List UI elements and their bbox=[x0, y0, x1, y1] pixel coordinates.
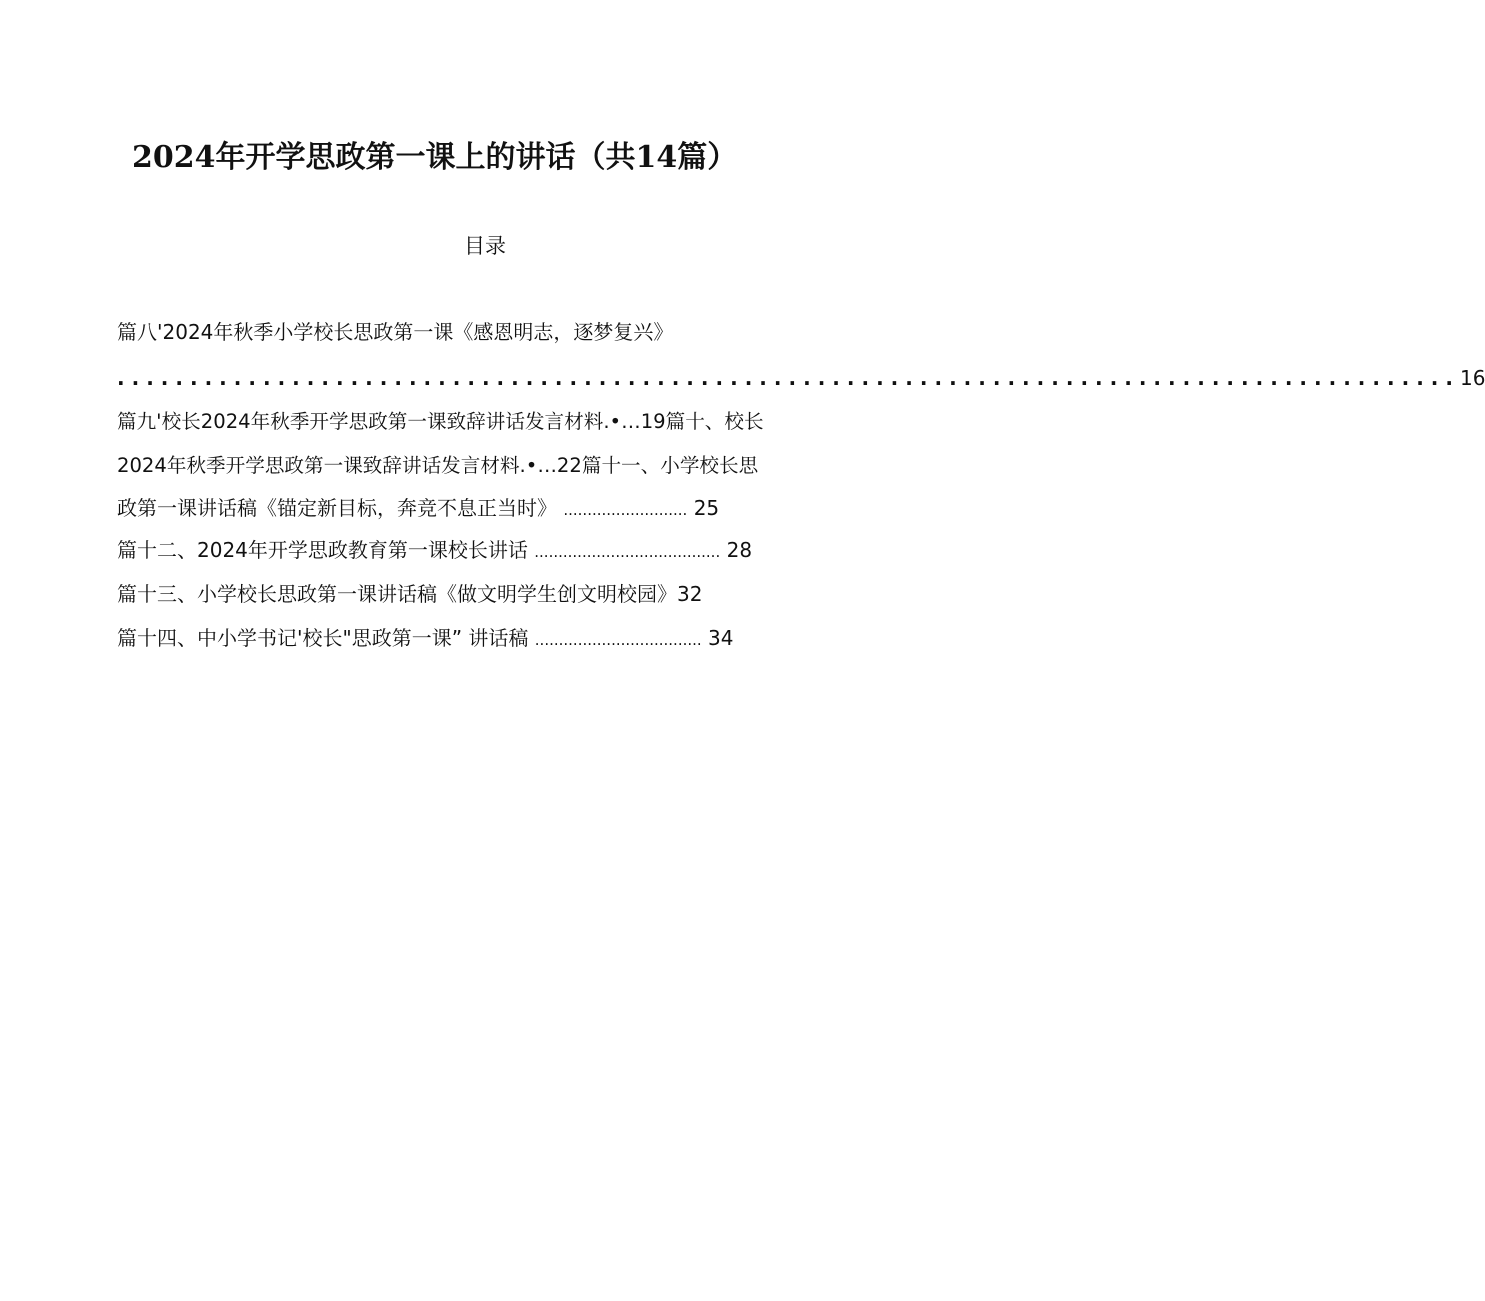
page-number: 34 bbox=[708, 626, 734, 650]
toc-entry-13-text: 篇十三、小学校长思政第一课讲话稿《做文明学生创文明校园》32 bbox=[117, 582, 703, 606]
page-number: 28 bbox=[726, 538, 753, 562]
toc-entry-14[interactable] bbox=[117, 624, 733, 654]
page-number: 25 bbox=[693, 496, 720, 520]
toc-entry-10-text: 2024年秋季开学思政第一课致辞讲话发言材料.•…22篇十一、小学校长思 bbox=[117, 454, 759, 477]
toc-entry-13[interactable] bbox=[117, 580, 702, 608]
document-title: 2024年开学思政第一课上的讲话（共14篇） bbox=[132, 140, 738, 175]
toc-entry-11-text: 政第一课讲话稿《锚定新目标，奔竞不息正当时》 bbox=[117, 496, 557, 520]
toc-entry-12[interactable] bbox=[117, 536, 752, 566]
toc-entry-9-text: 篇九'校长2024年秋季开学思政第一课致辞讲话发言材料.•…19篇十、校长 bbox=[117, 410, 764, 433]
leader-dots: ....................................... bbox=[534, 543, 721, 561]
leader-dots: ............................................................................................ bbox=[117, 366, 1460, 390]
toc-entry-11[interactable] bbox=[117, 494, 719, 524]
toc-heading: 目录 bbox=[464, 234, 506, 258]
toc-entry-8[interactable] bbox=[117, 318, 673, 346]
toc-entry-12-text: 篇十二、2024年开学思政教育第一课校长讲话 bbox=[117, 538, 528, 562]
toc-entry-8-text: 篇八'2024年秋季小学校长思政第一课《感恩明志，逐梦复兴》 bbox=[117, 320, 674, 344]
toc-entry-10[interactable] bbox=[117, 452, 758, 480]
toc-entry-14-text: 篇十四、中小学书记'校长"思政第一课” 讲话稿 bbox=[117, 626, 529, 650]
page-number: 16 bbox=[1459, 366, 1485, 390]
toc-entry-8-leader bbox=[117, 366, 1485, 390]
leader-dots: .......................... bbox=[563, 501, 688, 519]
leader-dots: ................................... bbox=[534, 631, 702, 649]
toc-entry-9[interactable] bbox=[117, 408, 764, 436]
